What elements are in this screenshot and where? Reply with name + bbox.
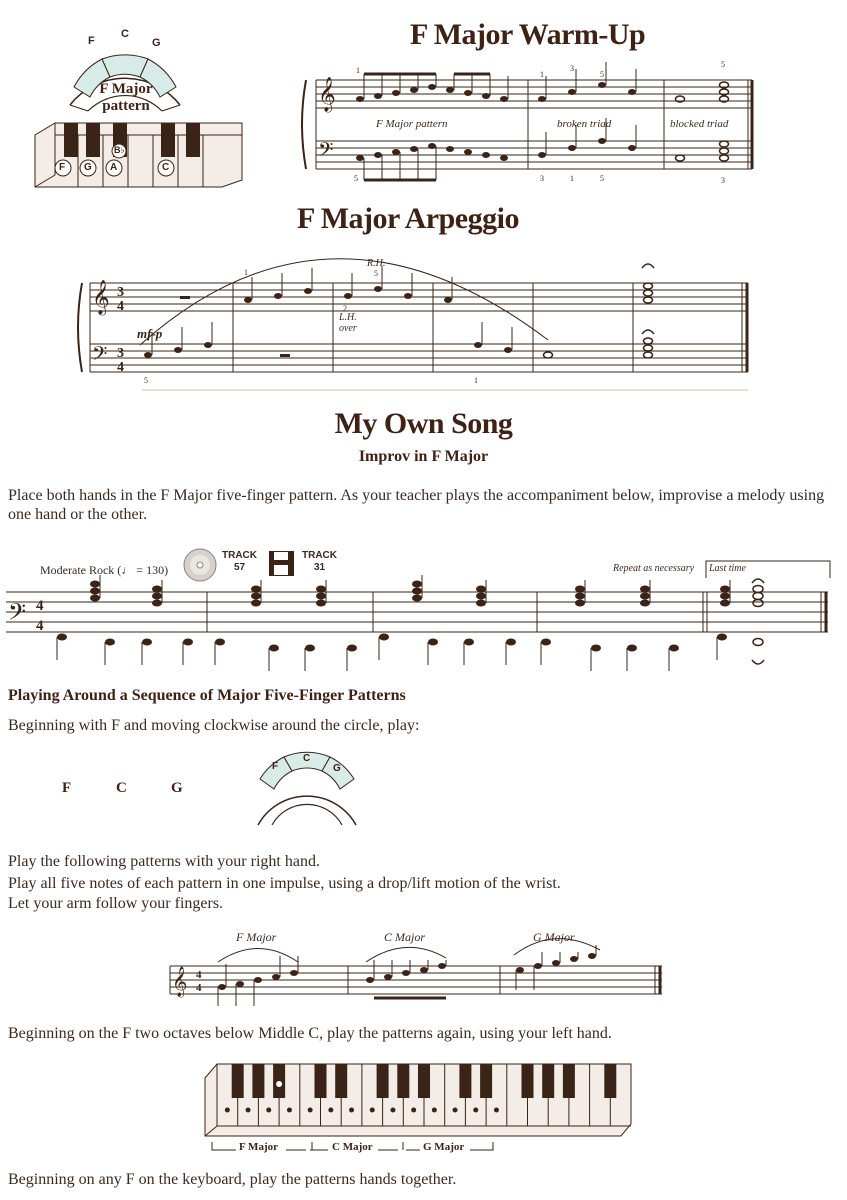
svg-text:4: 4 (36, 598, 44, 614)
kbd-label-f: F Major (239, 1141, 278, 1153)
key-marker-dot (266, 1108, 271, 1113)
svg-text:4: 4 (36, 618, 44, 634)
svg-text:𝄢: 𝄢 (318, 138, 334, 166)
warmup-finger-1: 1 (356, 66, 360, 75)
warmup-finger-4: 5 (600, 70, 604, 79)
svg-text:𝄞: 𝄞 (92, 280, 110, 315)
seq-circle-g: G (333, 763, 341, 774)
rh-label: R.H. (367, 258, 386, 269)
arp-finger-3: 2 (343, 304, 347, 313)
circle-key-g: G (152, 37, 161, 49)
sequence-key-g: G (171, 780, 183, 796)
lh-over: over (339, 323, 357, 334)
svg-text:𝄢: 𝄢 (92, 342, 108, 370)
warmup-finger-8: 1 (570, 174, 574, 183)
warmup-finger-2: 1 (540, 70, 544, 79)
pattern-label-c: C Major (384, 930, 426, 944)
svg-text:3: 3 (117, 346, 124, 361)
arp-finger-2: 5 (374, 269, 378, 278)
black-key (418, 1064, 430, 1098)
black-key (563, 1064, 575, 1098)
black-key (542, 1064, 554, 1098)
key-marker-dot (349, 1108, 354, 1113)
large-keyboard (203, 1062, 633, 1142)
kbd-label-g: G Major (423, 1141, 465, 1153)
cd-track-number: 57 (233, 562, 246, 573)
key-marker-dot (494, 1108, 499, 1113)
black-key (522, 1064, 534, 1098)
black-key (315, 1064, 327, 1098)
dynamics-marking: mf-p (137, 326, 163, 341)
song-intro: Place both hands in the F Major five-finger pattern. As your teacher plays the accompaniment below, improvise a melody using one hand or the other. (8, 487, 825, 523)
warmup-finger-10: 3 (721, 176, 725, 185)
svg-text:3: 3 (117, 285, 124, 300)
sequence-heading: Playing Around a Sequence of Major Five-Finger Patterns (8, 687, 406, 704)
black-key (480, 1064, 492, 1098)
sequence-instruction: Beginning with F and moving clockwise around the circle, play: (8, 717, 420, 734)
black-key (252, 1064, 264, 1098)
svg-text:4: 4 (196, 982, 202, 994)
key-marker-dot (246, 1108, 251, 1113)
warmup-finger-5: 5 (721, 60, 725, 69)
disk-track-number: 31 (313, 562, 326, 573)
key-marker-dot (432, 1108, 437, 1113)
song-title: My Own Song (334, 407, 513, 440)
pattern-label-g: G Major (533, 930, 575, 944)
key-f: F (59, 162, 66, 173)
pattern-label-f: F Major (236, 930, 277, 944)
black-key (377, 1064, 389, 1098)
pattern-label-line2: pattern (102, 98, 150, 114)
svg-text:4: 4 (117, 299, 124, 314)
key-marker-dot (453, 1108, 458, 1113)
black-key (232, 1064, 244, 1098)
warmup-finger-7: 3 (540, 174, 544, 183)
key-marker-dot (370, 1108, 375, 1113)
black-key (397, 1064, 409, 1098)
rh-instruction-1: Play the following patterns with your right hand. (8, 853, 320, 870)
song-subtitle: Improv in F Major (358, 448, 489, 465)
key-marker-dot (390, 1108, 395, 1113)
key-g: G (84, 162, 92, 173)
sequence-key-c: C (116, 780, 127, 796)
last-time-text: Last time (709, 563, 746, 574)
key-bflat: B♭ (114, 145, 125, 155)
cd-track-label: TRACK (222, 550, 257, 561)
seq-circle-c: C (303, 753, 311, 764)
repeat-text: Repeat as necessary (613, 563, 695, 574)
arpeggio-title: F Major Arpeggio (297, 202, 519, 235)
warmup-finger-9: 5 (600, 174, 604, 183)
black-key (459, 1064, 471, 1098)
bflat-marker-dot (276, 1081, 282, 1087)
arp-finger-5: 1 (474, 376, 478, 385)
key-a: A (110, 162, 118, 173)
arp-finger-4: 5 (144, 376, 148, 385)
seq-circle-f: F (272, 761, 279, 772)
svg-text:4: 4 (196, 969, 202, 981)
warmup-finger-3: 3 (570, 64, 574, 73)
svg-text:𝄞: 𝄞 (172, 967, 188, 997)
lh-label: L.H. (339, 312, 357, 323)
key-marker-dot (287, 1108, 292, 1113)
rh-instruction-2: Play all five notes of each pattern in one impulse, using a drop/lift motion of the wrist. (8, 875, 561, 892)
warmup-title: F Major Warm-Up (410, 18, 646, 51)
black-key (335, 1064, 347, 1098)
warmup-label-blocked: blocked triad (670, 118, 729, 130)
hands-together-instruction: Beginning on any F on the keyboard, play the patterns hands together. (8, 1171, 457, 1188)
key-marker-dot (308, 1108, 313, 1113)
disk-track-label: TRACK (302, 550, 337, 561)
arp-finger-1: 1 (244, 268, 248, 277)
tempo-marking: Moderate Rock (♩ = 130) (40, 563, 169, 577)
key-marker-dot (473, 1108, 478, 1113)
circle-key-f: F (88, 35, 95, 47)
svg-text:4: 4 (117, 360, 124, 375)
svg-text:𝄞: 𝄞 (318, 77, 336, 112)
sequence-key-f: F (62, 780, 72, 796)
warmup-label-broken: broken triad (557, 118, 612, 130)
circle-key-c: C (121, 28, 129, 40)
warmup-finger-6: 5 (354, 174, 358, 183)
pattern-label-line1: F Major (99, 81, 153, 97)
svg-text:𝄢: 𝄢 (8, 598, 27, 631)
key-marker-dot (411, 1108, 416, 1113)
kbd-label-c: C Major (332, 1141, 373, 1153)
warmup-label-pattern: F Major pattern (376, 118, 448, 130)
key-marker-dot (328, 1108, 333, 1113)
lh-instruction: Beginning on the F two octaves below Middle C, play the patterns again, using your left hand. (8, 1025, 612, 1042)
key-c: C (162, 162, 170, 173)
black-key (604, 1064, 616, 1098)
key-marker-dot (225, 1108, 230, 1113)
rh-instruction-3: Let your arm follow your fingers. (8, 895, 224, 912)
